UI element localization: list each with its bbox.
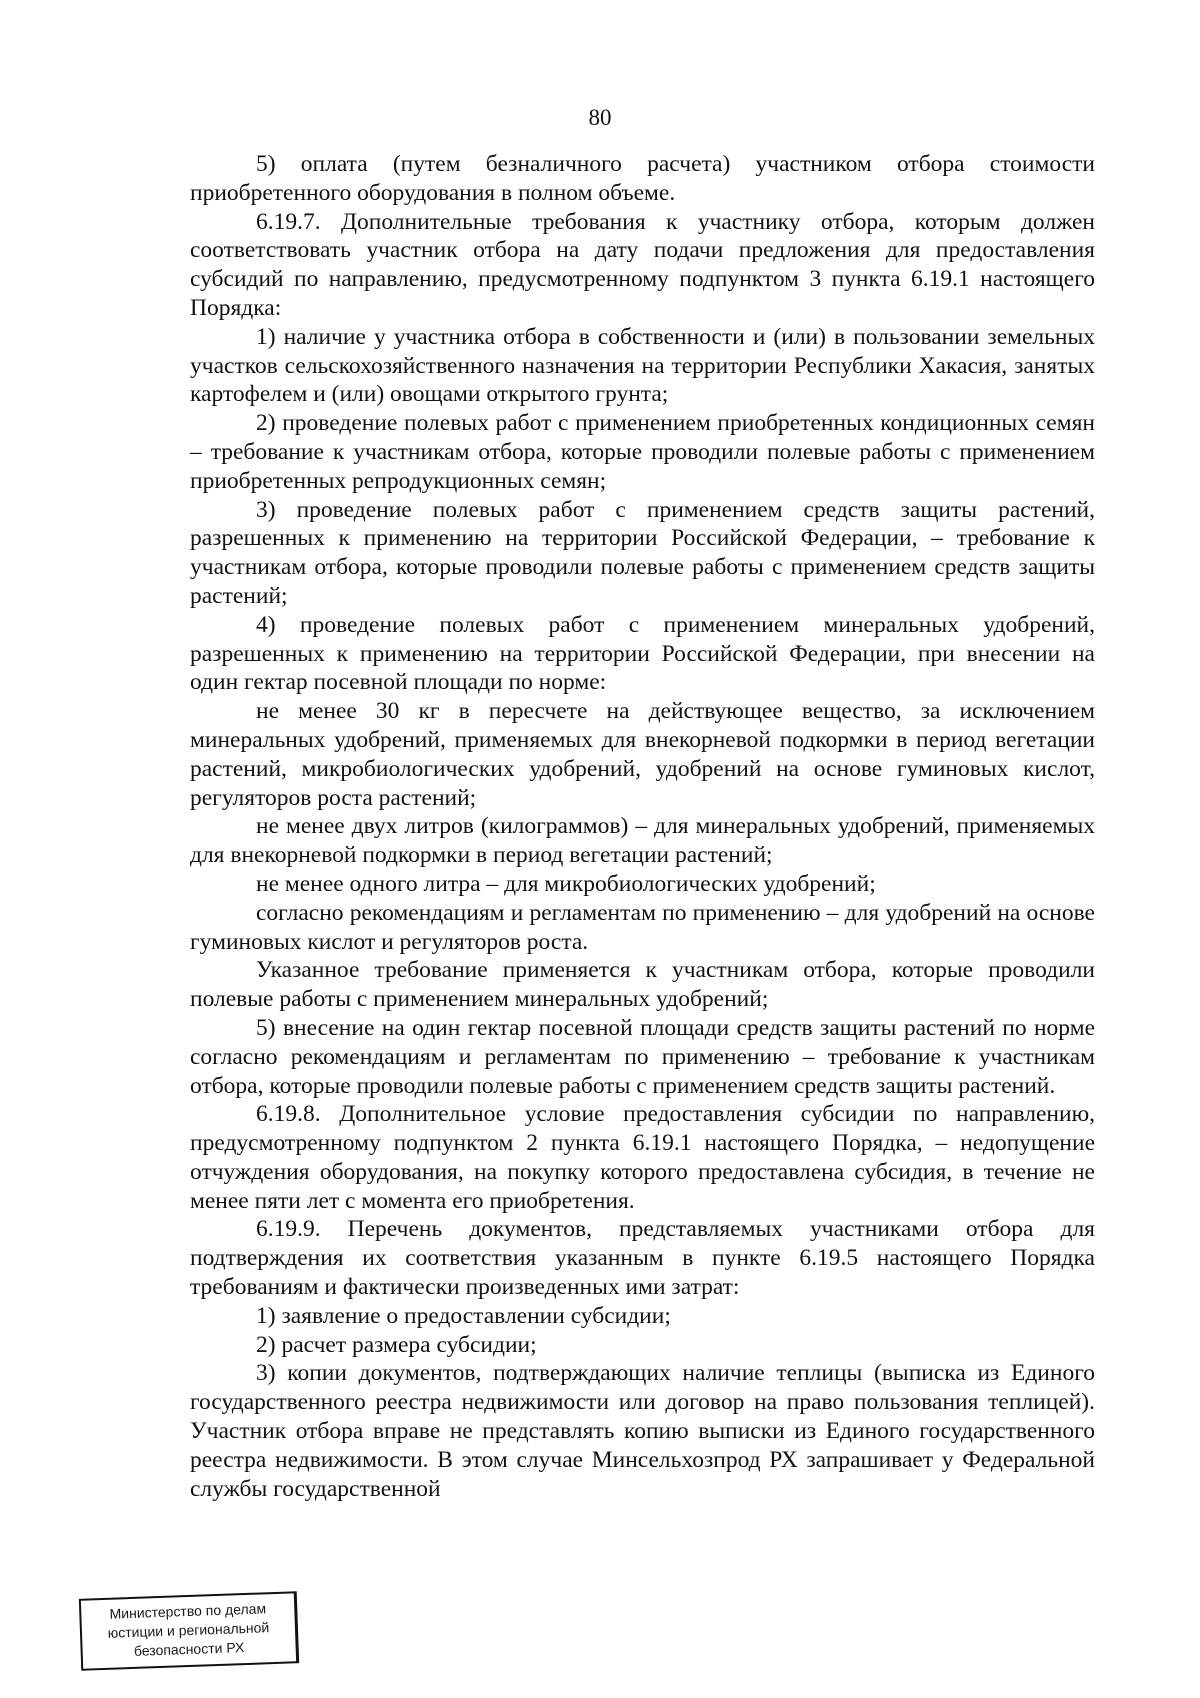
paragraph: Указанное требование применяется к участникам отбора, которые проводили полевые работы с применением минеральных удобрений; [190,957,1095,1013]
stamp-line: безопасности РХ [133,1639,245,1659]
paragraph: 3) копии документов, подтверждающих наличие теплицы (выписка из Единого государственного реестра недвижимости или договор на право пользования теплицей). Участник отбора вправе не представлять копию выписки из Единого государственного реестра недвижимости. В этом случае Минсельхозпрод РХ запрашивает у Федеральной службы государственной [190,1360,1095,1502]
paragraph: 6.19.7. Дополнительные требования к участнику отбора, которым должен соответствовать участник отбора на дату подачи предложения для предоставления субсидий по направлению, предусмотренному подпунктом 3 пункта 6.19.1 настоящего Порядка: [190,208,1095,321]
document-body [190,150,1095,1503]
paragraph: 2) расчет размера субсидии; [256,1331,537,1358]
paragraph: 5) оплата (путем безналичного расчета) участником отбора стоимости приобретенного оборудования в полном объеме. [190,151,1095,206]
paragraph: 6.19.9. Перечень документов, представляемых участниками отбора для подтверждения их соответствия указанным в пункте 6.19.5 настоящего Порядка требованиям и фактически произведенных ими затрат: [190,1216,1095,1301]
stamp-line: Министерство по делам [109,1600,267,1622]
paragraph: не менее 30 кг в пересчете на действующее вещество, за исключением минеральных удобрений, применяемых для внекорневой подкормки в период вегетации растений, микробиологических удобрений, удобрений на основе гуминовых кислот, регуляторов роста растений; [190,698,1095,811]
paragraph: согласно рекомендациям и регламентам по применению – для удобрений на основе гуминовых кислот и регуляторов роста. [190,899,1095,955]
paragraph: 1) наличие у участника отбора в собственности и (или) в пользовании земельных участков сельскохозяйственного назначения на территории Республики Хакасия, занятых картофелем и (или) овощами открытого грунта; [190,323,1095,408]
ministry-stamp [79,1591,299,1671]
paragraph: 2) проведение полевых работ с применением приобретенных кондиционных семян – требование к участникам отбора, которые проводили полевые работы с применением приобретенных репродукционных семян; [190,410,1095,494]
paragraph: 3) проведение полевых работ с применением средств защиты растений, разрешенных к применению на территории Российской Федерации, – требование к участникам отбора, которые проводили полевые работы с применением средств защиты растений; [190,496,1095,609]
paragraph: 1) заявление о предоставлении субсидии; [256,1302,671,1329]
paragraph: 6.19.8. Дополнительное условие предоставления субсидии по направлению, предусмотренному подпунктом 2 пункта 6.19.1 настоящего Порядка, – недопущение отчуждения оборудования, на покупку которого предоставлена субсидия, в течение не менее пяти лет с момента его приобретения. [190,1101,1095,1214]
paragraph: 5) внесение на один гектар посевной площади средств защиты растений по норме согласно рекомендациям и регламентам по применению – требование к участникам отбора, которые проводили полевые работы с применением средств защиты растений. [190,1014,1095,1099]
paragraph: не менее одного литра – для микробиологических удобрений; [256,870,876,897]
page-number: 80 [588,105,612,130]
paragraph: не менее двух литров (килограммов) – для минеральных удобрений, применяемых для внекорневой подкормки в период вегетации растений; [190,813,1095,869]
stamp-line: юстиции и региональной [107,1619,270,1641]
paragraph: 4) проведение полевых работ с применением минеральных удобрений, разрешенных к применению на территории Российской Федерации, при внесении на один гектар посевной площади по норме: [190,611,1095,696]
